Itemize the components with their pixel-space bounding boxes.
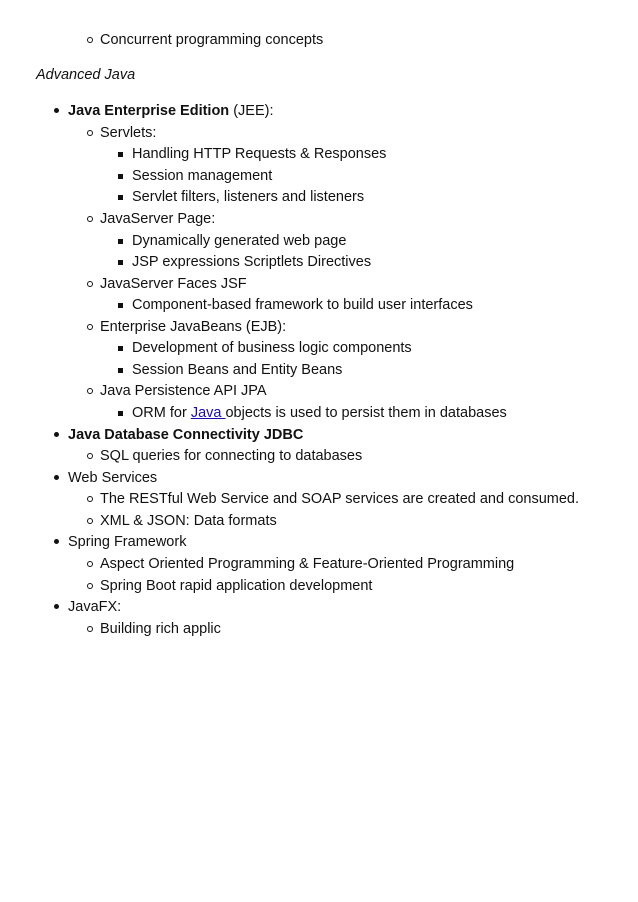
section-heading: Advanced Java xyxy=(36,67,136,83)
item-title: Java Enterprise Edition xyxy=(68,103,230,119)
java-link[interactable]: Java xyxy=(190,405,226,421)
document-page: Concurrent programming concepts Advanced Java Java Enterprise Edition (JEE): Servlets: Handling HTTP Requests & Responses Session management Servlet filters, listeners and listeners JavaServer Page: Dynamically generated web page JSP expressions Scriptlets Directives JavaServer Faces JSF Component-based framework to build user interfaces Enterprise JavaBeans (EJB): Development of business logic components Session Beans and Entity Beans Java Persistence API JPA ORM for Java objects is used to persist them in databases Java Database Connectivity JDBC SQL queries for connecting to databases Web Services The RESTful Web Service and SOAP services are created and consumed. XML & JSON: Data formats Spring Framework Aspect Oriented Programming & Feature-Oriented Programming Spring Boot rapid application development JavaFX: Building rich applic xyxy=(36,32,580,637)
